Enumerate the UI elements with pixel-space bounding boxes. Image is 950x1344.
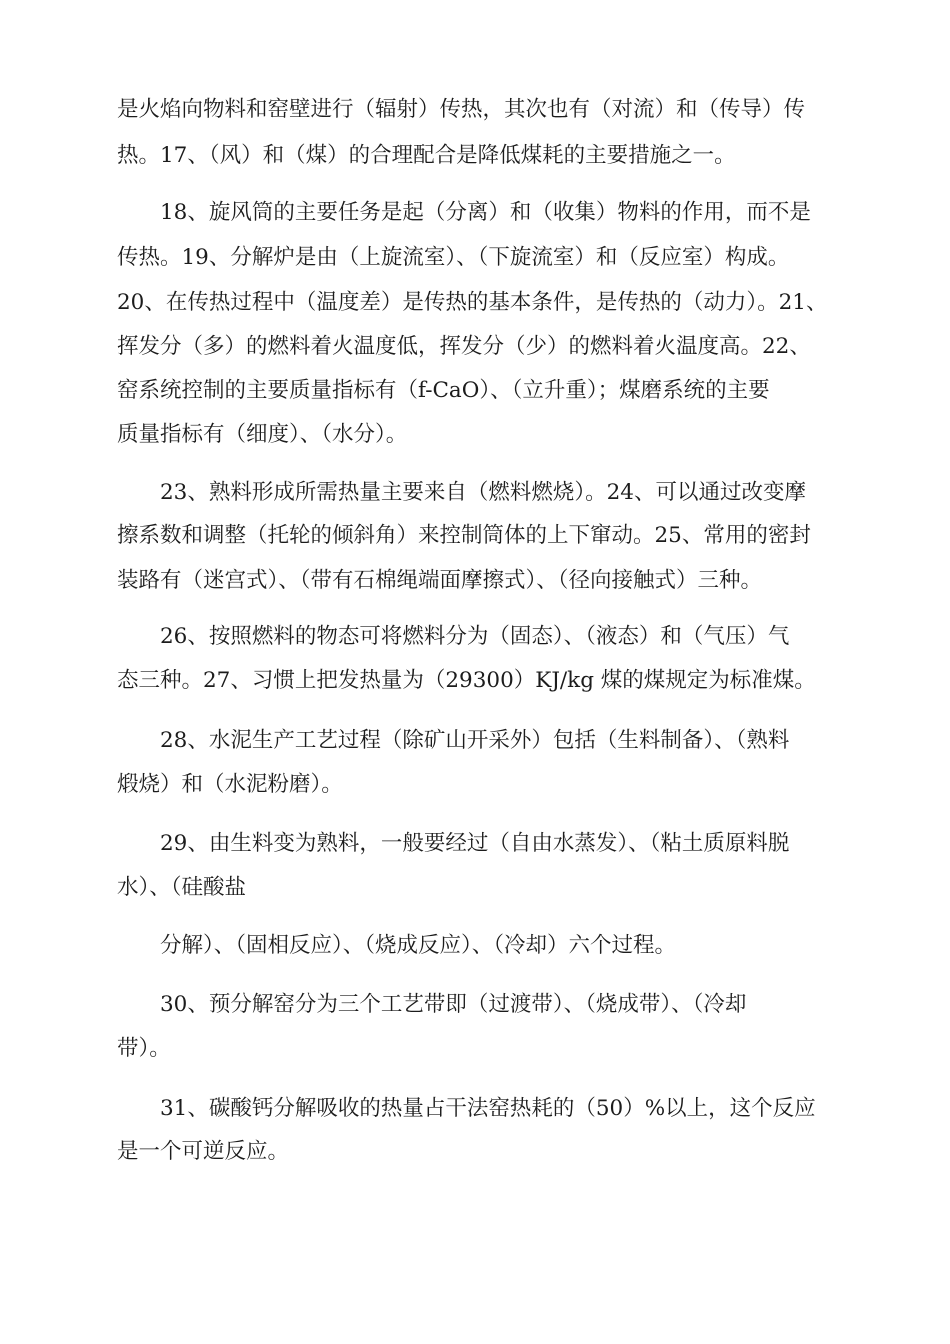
text-line: 质量指标有（细度）、（水分）。 xyxy=(117,422,408,447)
text-line: 20、在传热过程中（温度差）是传热的基本条件，是传热的（动力）。21、 xyxy=(117,290,828,315)
text-line: 是火焰向物料和窑壁进行（辐射）传热，其次也有（对流）和（传导）传 xyxy=(117,97,806,122)
text-line: 煅烧）和（水泥粉磨）。 xyxy=(117,772,343,797)
text-line: 挥发分（多）的燃料着火温度低，挥发分（少）的燃料着火温度高。22、 xyxy=(117,334,811,359)
text-line: 带）。 xyxy=(117,1036,171,1061)
paragraph-start-18: 18、旋风筒的主要任务是起（分离）和（收集）物料的作用，而不是 xyxy=(160,200,811,225)
paragraph-start-31: 31、碳酸钙分解吸收的热量占干法窑热耗的（50）%以上，这个反应 xyxy=(160,1096,816,1121)
text-line: 热。17、（风）和（煤）的合理配合是降低煤耗的主要措施之一。 xyxy=(117,143,736,168)
text-line-indented: 分解）、（固相反应）、（烧成反应）、（冷却）六个过程。 xyxy=(160,933,677,958)
text-line: 装路有（迷宫式）、（带有石棉绳端面摩擦式）、（径向接触式）三种。 xyxy=(117,568,763,593)
paragraph-start-29: 29、由生料变为熟料，一般要经过（自由水蒸发）、（粘土质原料脱 xyxy=(160,831,790,856)
text-line: 擦系数和调整（托轮的倾斜角）来控制筒体的上下窜动。25、常用的密封 xyxy=(117,523,811,548)
paragraph-start-30: 30、预分解窑分为三个工艺带即（过渡带）、（烧成带）、（冷却 xyxy=(160,992,747,1017)
paragraph-start-23: 23、熟料形成所需热量主要来自（燃料燃烧）。24、可以通过改变摩 xyxy=(160,480,806,505)
text-line: 是一个可逆反应。 xyxy=(117,1139,290,1164)
text-line: 窑系统控制的主要质量指标有（f-CaO）、（立升重）；煤磨系统的主要 xyxy=(117,378,770,403)
paragraph-start-26: 26、按照燃料的物态可将燃料分为（固态）、（液态）和（气压）气 xyxy=(160,624,790,649)
text-line: 态三种。27、习惯上把发热量为（29300）KJ/kg 煤的煤规定为标准煤。 xyxy=(117,668,816,693)
text-line: 水）、（硅酸盐 xyxy=(117,875,247,900)
paragraph-start-28: 28、水泥生产工艺过程（除矿山开采外）包括（生料制备）、（熟料 xyxy=(160,728,790,753)
text-line: 传热。19、分解炉是由（上旋流室）、（下旋流室）和（反应室）构成。 xyxy=(117,245,790,270)
